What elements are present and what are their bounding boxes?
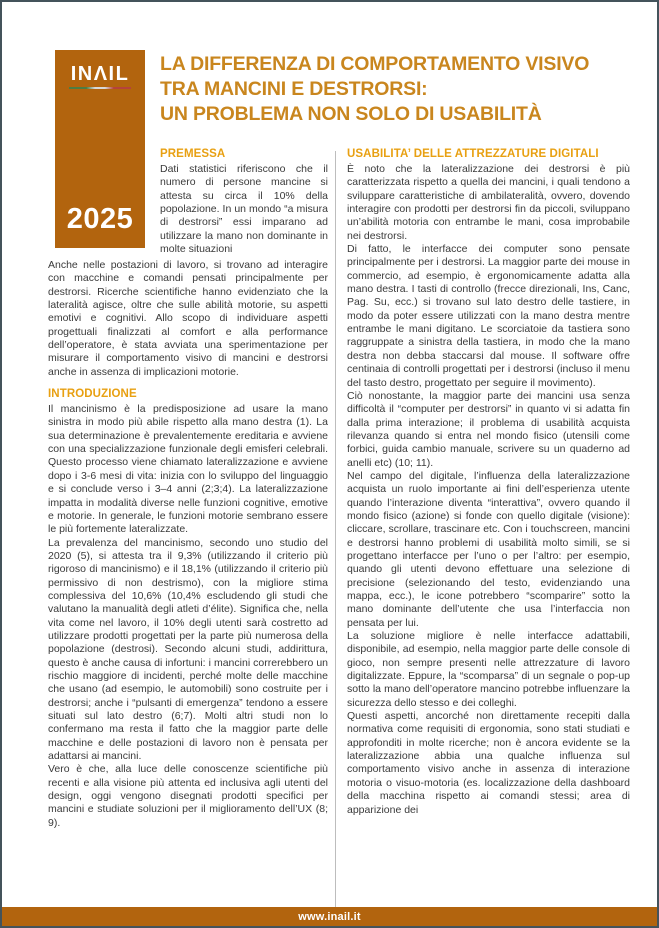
page-title-line2: TRA MANCINI E DESTRORSI:: [160, 78, 428, 100]
brand-box: [55, 50, 145, 248]
usabilita-paragraph-1: È noto che la lateralizzazione dei destrorsi è più caratterizzata rispetto a quella dei mancini, i quali tendono a sviluppare caratteristiche di ambilateralità, ovvero, dovendo interagire con prodotti per destrorsi fin da piccoli, sviluppano un’abilità motoria con entrambe le mani, cosa improbabile nei destrorsi.: [347, 163, 630, 242]
premessa-heading: PREMESSA: [160, 148, 226, 160]
usabilita-paragraph-3: Ciò nonostante, la maggior parte dei mancini usa senza difficoltà il “computer per destrorsi” in quanto vi si adatta fin dalla prima interazione; il problema di usabilità acquista rilevanza quando si entra nel mondo fisico (utensili come forbici, guida cambio manuale, scrivere su un quaderno ad anelli etc) (10; 11).: [347, 389, 630, 469]
year-label: 2025: [66, 203, 134, 235]
usabilita-paragraph-2: Di fatto, le interfacce dei computer sono pensate principalmente per i destrorsi. La maggior parte dei mouse in commercio, ad esempio, è ergonomicamente adatta alla mano destra. I tasti di controllo (frecce direzionali, Ins, Canc, Pag. Su, ecc.) si trovano sul lato destro delle tastiere, in modo da poter essere utilizzati con la mano destra mentre entrambe le mani digitano. Le scorciatoie da tastiera sono raggruppate a sinistra della tastiera, in modo che la mano destra non debba staccarsi dal mouse. Il software offre centinaia di controlli progettati per i destrorsi (incluso il menu del tasto destro, progettato per seguire il movimento).: [347, 243, 630, 389]
inail-logo-text: INΛIL: [70, 63, 130, 85]
usabilita-heading: USABILITA’ DELLE ATTREZZATURE DIGITALI: [347, 148, 599, 160]
premessa-continuation-paragraph: Anche nelle postazioni di lavoro, si trovano ad interagire con macchine e comandi pensati principalmente per destrorsi. Ricerche scientifiche hanno evidenziato che la lateralità agisce, oltre che sulle abilità motorie, su aspetti emotivi e cognitivi. Allo scopo di individuare aspetti progettuali finalizzati al comfort e alla performance dell’operatore, è stata avviata una sperimentazione per misurare il comportamento visivo di mancini e destrorsi anche in assenza di implicazioni motorie.: [48, 259, 328, 378]
usabilita-paragraph-6: Questi aspetti, ancorché non direttamente recepiti dalla normativa come requisiti di ergonomia, sono stati studiati e approfonditi in molte ricerche; non è ancora evidente se la lateralizzazione abbia una qualche influenza sul comportamento visivo anche in assenza di interazione motoria o visuo-motoria (es. localizzazione della dashboard della macchina rispetto ai comandi stessi; area di apparizione dei: [347, 710, 630, 816]
left-column: [48, 259, 328, 830]
page-title: [160, 52, 632, 127]
introduzione-paragraph-1: Il mancinismo è la predisposizione ad usare la mano sinistra in modo più abile rispetto alla mano destra (1). La sua determinazione è prevalentemente ereditaria e avviene con una specializzazione funzionale degli emisferi celebrali. Questo processo viene chiamato lateralizzazione e avviene dopo i 3-6 mesi di vita: inizia con lo sviluppo del linguaggio e si conclude verso i 3–4 anni (2;3;4). La lateralizzazione impatta in modalità diverse nelle funzioni cognitive, emotive e motorie. In generale, le funzioni motorie sembrano essere le più fortemente lateralizzate.: [48, 403, 328, 536]
introduzione-heading: INTRODUZIONE: [48, 388, 137, 401]
premessa-section: [160, 148, 328, 256]
introduzione-paragraph-3: Vero è che, alla luce delle conoscenze scientifiche più recenti e alla visione più attenta ed inclusiva agli utenti del design, oggi vengono disegnati prodotti specifici per mancini e studiate soluzioni per il miglioramento dell’UX (8; 9).: [48, 763, 328, 829]
column-divider: [335, 151, 336, 908]
usabilita-paragraph-5: La soluzione migliore è nelle interfacce adattabili, disponibile, ad esempio, nella maggior parte delle console di gioco, non sempre presenti nelle attrezzature di lavoro digitalizzate. Eppure, la “scomparsa” di un segnale o pop-up sotto la mano dell’operatore mancino potrebbe influenzare la sicurezza dello stesso e dei colleghi.: [347, 630, 630, 709]
page-title-line1: LA DIFFERENZA DI COMPORTAMENTO VISIVO: [160, 53, 590, 75]
inail-logo: [69, 64, 131, 89]
right-column: [347, 148, 630, 817]
footer-url: www.inail.it: [298, 910, 361, 923]
italian-flag-line: [69, 87, 131, 89]
page-title-line3: UN PROBLEMA NON SOLO DI USABILITÀ: [160, 103, 542, 125]
footer-bar: [2, 907, 657, 926]
usabilita-paragraph-4: Nel campo del digitale, l’influenza della lateralizzazione acquista un ruolo importante ai fini dell’esperienza utente quando l’interazione diventa “interattiva”, ovvero quando il mondo fisico (azione) si fonde con quello digitale (visione): cliccare, scrollare, trascinare etc. Con i touchscreen, mancini e destrorsi hanno problemi di usabilità molto simili, se si progettano interfacce per l’uno o per l’altro: per esempio, quando gli utenti devono effettuare una selezione di precisione (selezionando del testo, evidenziando una mappa, ecc.), le icone potrebbero “scomparire” sotto la mano dominante dell’utente che usa l’interfaccia non pensata per lui.: [347, 469, 630, 629]
introduzione-paragraph-2: La prevalenza del mancinismo, secondo uno studio del 2020 (5), si attesta tra il 9,3% (utilizzando il criterio più rigoroso di mancinismo) e il 18,1% (utilizzando il criterio più permissivo di non destrismo), con la migliore stima complessiva del 10,6% (10,4% escludendo gli studi che valutano la manualità degli atleti d’élite). Significa che, nella vita come nel lavoro, il 10% degli utenti sarà costretto ad utilizzare prodotti progettati per la parte più numerosa della popolazione (destrosi). Secondo alcuni studi, addirittura, questo è anche causa di infortuni: i mancini correrebbero un rischio maggiore di incidenti, perché molte delle macchine che usano (ad esempio, le automobili) sono costruite per i destrorsi; anche i “pulsanti di emergenza” tendono a essere situati sul lato destro (6;7). Molti altri studi non lo confermano ma resta il fatto che la maggior parte delle macchine e delle postazioni di lavoro non è pensata per adattarsi ai mancini.: [48, 536, 328, 763]
premessa-intro-paragraph: Dati statistici riferiscono che il numero di persone mancine si attesta su circa il 10% della popolazione. In un mondo “a misura di destrorsi” essi imparano ad utilizzare la mano non dominante in molte situazioni: [160, 163, 328, 256]
